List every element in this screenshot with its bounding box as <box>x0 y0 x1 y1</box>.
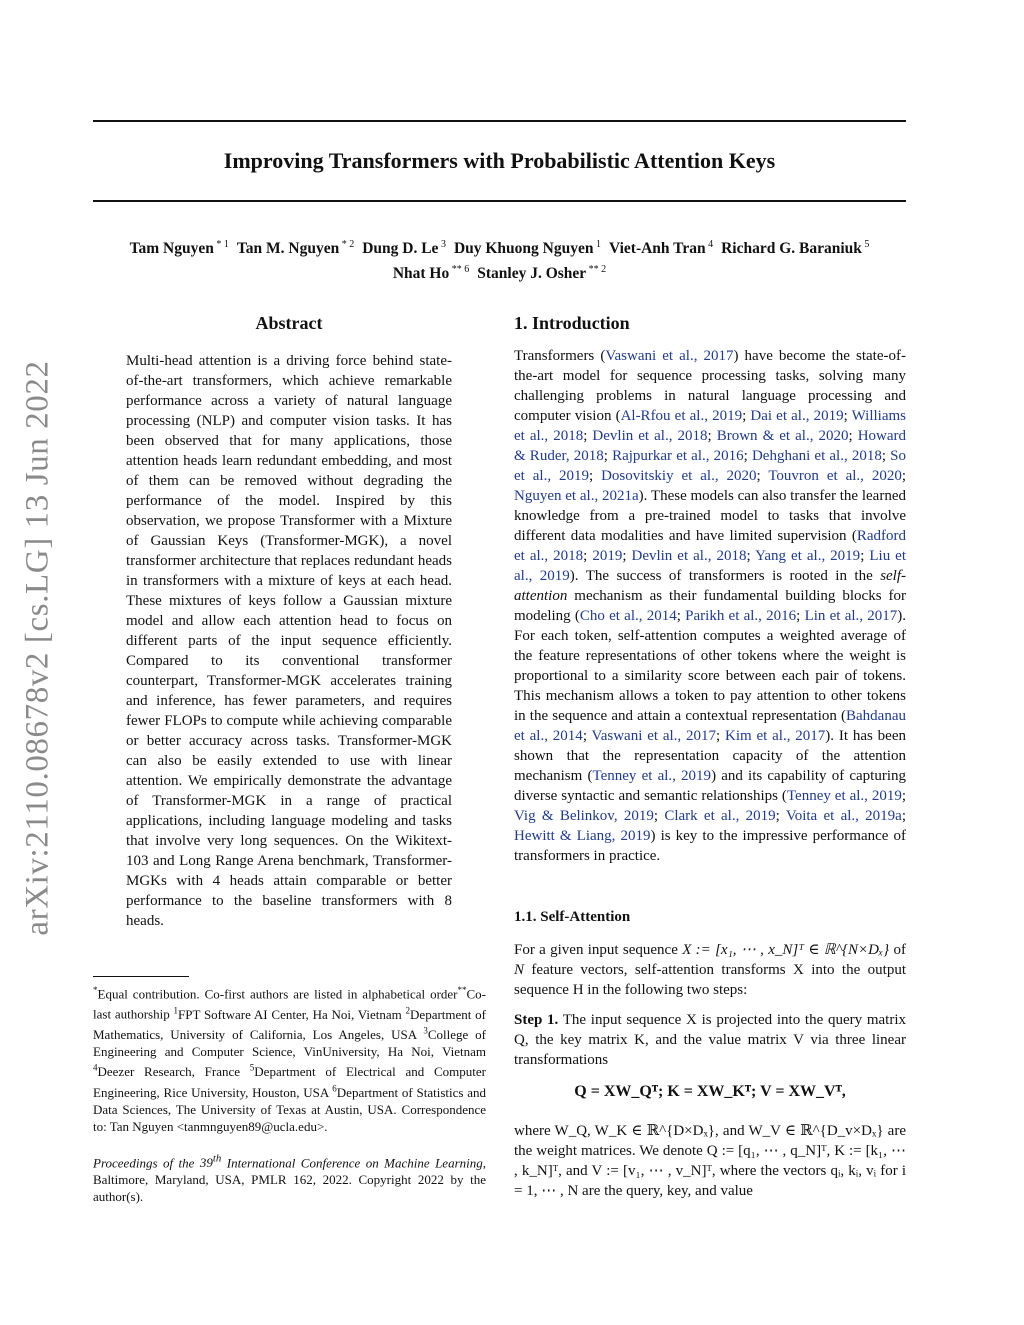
text-run: ; <box>676 608 686 624</box>
citation-link[interactable]: Williams et al., 2018 <box>514 408 906 444</box>
affiliation-text: Department of Electrical and Computer Engineering, Rice University, Houston, USA <box>93 1064 486 1100</box>
author <box>454 240 601 257</box>
author-name: Viet-Anh Tran <box>608 240 706 258</box>
author <box>237 240 354 257</box>
author-affiliation-mark: ** 6 <box>449 264 470 276</box>
conference-ordinal: 39th <box>199 1153 222 1171</box>
text-run: ; <box>743 448 752 464</box>
affiliation-text: Department of Mathematics, University of California, Los Angeles, USA <box>93 1006 487 1042</box>
citation-link[interactable]: Liu et al., 2019 <box>514 548 907 584</box>
text-run: ; <box>582 728 592 744</box>
citation-link[interactable]: So et al., 2019 <box>514 448 906 484</box>
equal-mark: * <box>93 985 98 995</box>
text-run: ) is key to the impressive performance of transformers in practice. <box>514 828 906 864</box>
text-run: ; <box>860 548 870 564</box>
text-run: ; <box>716 728 725 744</box>
citation-link[interactable]: Kim et al., 2017 <box>725 728 826 744</box>
text-run: ). The success of transformers is rooted in the <box>569 568 881 584</box>
affiliation-list <box>93 1007 486 1117</box>
text-run: Transformers ( <box>514 348 606 364</box>
text-run: ; <box>901 808 907 824</box>
proceedings-rest: , Baltimore, Maryland, USA, PMLR 162, 2022. Copyright 2022 by the author(s). <box>93 1155 487 1205</box>
text-run: ). For each token, self-attention computes a weighted average of the feature representations of other tokens where the weight is proportional to a similarity score between each pair of tokens. This mechanism allows a token to pay attention to other tokens in the sequence and attain a contextual representation ( <box>514 608 907 724</box>
citation-link[interactable]: Touvron et al., 2020 <box>768 468 902 484</box>
citation-link[interactable]: Tenney et al., 2019 <box>592 768 712 784</box>
text-run: ; <box>707 428 717 444</box>
text-run: ; <box>746 548 756 564</box>
text-run: ) have become the state-of-the-art model for sequence processing tasks, solving many challenging problems in natural language processing and computer vision ( <box>514 348 906 424</box>
citation-link[interactable]: Devlin et al., 2018 <box>592 428 708 444</box>
text-run: ; <box>843 408 852 424</box>
text-run: ; <box>775 808 786 824</box>
author-name: Dung D. Le <box>362 240 439 258</box>
author-affiliation-mark: * 2 <box>339 239 355 250</box>
citation-link[interactable]: Devlin et al., 2018 <box>631 548 747 564</box>
affiliation-number: 5 <box>249 1062 255 1073</box>
author <box>393 265 469 282</box>
footnote-rule <box>93 976 189 977</box>
citation-link[interactable]: Rajpurkar et al., 2016 <box>612 448 744 464</box>
text-run: ; <box>796 608 805 624</box>
citation-link[interactable]: Hewitt & Liang, 2019 <box>514 828 651 844</box>
abstract-heading: Abstract <box>255 313 323 333</box>
citation-link[interactable]: Dosovitskiy et al., 2020 <box>601 468 757 484</box>
author-affiliation-mark: 3 <box>438 239 446 250</box>
citation-link[interactable]: Lin et al., 2017 <box>804 608 898 624</box>
citation-link[interactable]: Voita et al., 2019a <box>785 808 902 824</box>
author-list <box>93 234 906 284</box>
proceedings-italic-pre: Proceedings of the <box>93 1155 195 1171</box>
arxiv-stamp[interactable] <box>10 352 66 944</box>
title-bottom-rule <box>93 200 906 202</box>
author-name: Nhat Ho <box>392 265 450 283</box>
weight-matrices-paragraph: where W_Q, W_K ∈ ℝ^{D×Dₓ}, and W_V ∈ ℝ^{D_v×Dₓ} are the weight matrices. We denote Q := [q₁, ⋯ , q_N]ᵀ, K := [k₁, ⋯ , k_N]ᵀ, and V := [v₁, ⋯ , v_N]ᵀ, where the vectors qᵢ, kᵢ, vᵢ for i = 1, ⋯ , N are the query, key, and value <box>514 1123 906 1199</box>
text-run: ; <box>603 448 613 464</box>
author-affiliation-mark: 1 <box>593 239 601 250</box>
author <box>130 240 229 257</box>
affiliation-number: 4 <box>93 1062 98 1073</box>
affiliation-number: 2 <box>405 1005 411 1016</box>
citation-link[interactable]: Yang et al., 2019 <box>755 548 861 564</box>
author-affiliation-mark: 5 <box>861 239 870 250</box>
affiliation-number: 6 <box>332 1083 337 1094</box>
top-rule <box>93 120 906 122</box>
citation-link[interactable]: Radford et al., 2018 <box>514 528 906 564</box>
citation-link[interactable]: Dehghani et al., 2018 <box>751 448 882 464</box>
paper-title: Improving Transformers with Probabilistic Attention Keys <box>223 148 776 173</box>
author <box>477 265 606 282</box>
self-attention-intro: For a given input sequence X := [x₁, ⋯ , x_N]ᵀ ∈ ℝ^{N×Dₓ} of N feature vectors, self-attention transforms X into the output sequence H in the following two steps: <box>514 942 906 998</box>
citation-link[interactable]: Nguyen et al., 2021a <box>514 488 639 504</box>
author <box>362 240 446 257</box>
citation-link[interactable]: 2019 <box>592 548 623 564</box>
author-name: Tan M. Nguyen <box>236 240 340 258</box>
proceedings-note <box>93 1151 486 1205</box>
math-n: N <box>514 962 525 978</box>
text-run: ; <box>653 808 665 824</box>
affiliation-number: 3 <box>423 1025 428 1036</box>
author-line-2 <box>93 259 906 284</box>
citation-link[interactable]: Tenney et al., 2019 <box>786 788 902 804</box>
author-affiliation-mark: ** 2 <box>586 264 607 276</box>
citation-link[interactable]: Cho et al., 2014 <box>579 608 677 624</box>
equal-contribution-text: Equal contribution. Co-first authors are listed in alphabetical order <box>97 986 458 1002</box>
text-run: ; <box>881 448 891 464</box>
author <box>609 240 713 257</box>
author-name: Stanley J. Osher <box>477 265 587 283</box>
emphasis: self-attention <box>514 568 907 604</box>
text-run: mechanism as their fundamental building blocks for modeling ( <box>514 588 906 624</box>
citation-link[interactable]: Dai et al., 2019 <box>750 408 844 424</box>
citation-link[interactable]: Brown & et al., 2020 <box>716 428 849 444</box>
citation-link[interactable]: Vig & Belinkov, 2019 <box>514 808 654 824</box>
text-run: ; <box>583 548 593 564</box>
abstract-text: Multi-head attention is a driving force behind state-of-the-art transformers, which achieve remarkable performance across a variety of natural language processing (NLP) and computer vision tasks. It has been observed that for many applications, those attention heads learn redundant embedding, and most of them can be removed without degrading the performance of the model. Inspired by this observation, we propose Transformer with a Mixture of Gaussian Keys (Transformer-MGK), a novel transformer architecture that replaces redundant heads in transformers with a mixture of keys at each head. These mixtures of keys follow a Gaussian mixture model and allow each attention head to focus on different parts of the input sequence efficiently. Compared to its conventional transformer counterpart, Transformer-MGK accelerates training and inference, has fewer parameters, and requires fewer FLOPs to compute while achieving comparable or better accuracy across tasks. Transformer-MGK can also be easily extended to use with linear attention. We empirically demonstrate the advantage of Transformer-MGK in a range of practical applications, including language modeling and tasks that involve very long sequences. On the Wikitext-103 and Long Range Arena benchmark, Transformer-MGKs with 4 heads attain comparable or better performance to the baseline transformers with 8 heads. <box>126 353 452 929</box>
author-name: Richard G. Baraniuk <box>721 240 862 258</box>
footnote <box>93 982 486 1135</box>
introduction-heading: 1. Introduction <box>514 313 630 333</box>
citation-link[interactable]: Al-Rfou et al., 2019 <box>620 408 743 424</box>
affiliation-number: 1 <box>173 1005 178 1016</box>
affiliation-text: Department of Statistics and Data Sciences, The University of Texas at Austin, USA. <box>93 1084 486 1117</box>
conference-name: International Conference on Machine Learning <box>226 1155 483 1171</box>
step-label: Step 1. <box>514 1012 559 1028</box>
text-run: ; <box>622 548 632 564</box>
math-input-sequence: X := [x₁, ⋯ , x_N]ᵀ ∈ ℝ^{N×Dₓ} <box>682 942 890 958</box>
text-run: ) and its capability of capturing diverse syntactic and semantic relationships ( <box>514 768 906 804</box>
colast-text: Co-last authorship <box>93 986 486 1022</box>
author-name: Duy Khuong Nguyen <box>453 240 594 258</box>
correspondence[interactable]: Correspondence to: Tan Nguyen <tanmnguyen89@ucla.edu>. <box>93 1101 486 1134</box>
colast-mark: ** <box>457 985 467 995</box>
citation-link[interactable]: Vaswani et al., 2017 <box>605 348 734 364</box>
text-run: ). It has been shown that the representation capacity of the attention mechanism ( <box>514 728 906 784</box>
author <box>721 240 869 257</box>
qkv-equation: Q = XW_Qᵀ; K = XW_Kᵀ; V = XW_Vᵀ, <box>574 1083 846 1100</box>
citation-link[interactable]: Parikh et al., 2016 <box>685 608 797 624</box>
text-run: ; <box>901 788 906 804</box>
affiliation-text: FPT Software AI Center, Ha Noi, Vietnam <box>178 1006 406 1022</box>
text-run: ; <box>901 468 906 484</box>
step-1-paragraph: Step 1. The input sequence X is projected into the query matrix Q, the key matrix K, and the value matrix V via three linear transformations <box>514 1012 906 1068</box>
citation-link[interactable]: Vaswani et al., 2017 <box>591 728 716 744</box>
text-run: ). These models can also transfer the learned knowledge from a pre-trained model to tasks that involve different data modalities and have limited supervision ( <box>514 488 906 544</box>
text-run: ; <box>742 408 751 424</box>
text-run: ; <box>588 468 602 484</box>
text-run: ; <box>756 468 769 484</box>
author-line-1 <box>93 234 906 259</box>
author-affiliation-mark: 4 <box>705 239 714 250</box>
text-run: ; <box>848 428 858 444</box>
self-attention-heading: 1.1. Self-Attention <box>514 909 631 925</box>
affiliation-text: Deezer Research, France <box>97 1064 250 1080</box>
introduction-text <box>514 346 906 866</box>
citation-link[interactable]: Clark et al., 2019 <box>664 808 776 824</box>
text-run: ; <box>583 428 593 444</box>
affiliation-text: College of Engineering and Computer Science, VinUniversity, Ha Noi, Vietnam <box>93 1026 486 1059</box>
arxiv-stamp-text: arXiv:2110.08678v2 [cs.LG] 13 Jun 2022 <box>19 360 56 936</box>
citation-link[interactable]: Howard & Ruder, 2018 <box>514 428 907 464</box>
author-name: Tam Nguyen <box>129 240 214 258</box>
author-affiliation-mark: * 1 <box>213 239 229 250</box>
citation-link[interactable]: Bahdanau et al., 2014 <box>514 708 906 744</box>
